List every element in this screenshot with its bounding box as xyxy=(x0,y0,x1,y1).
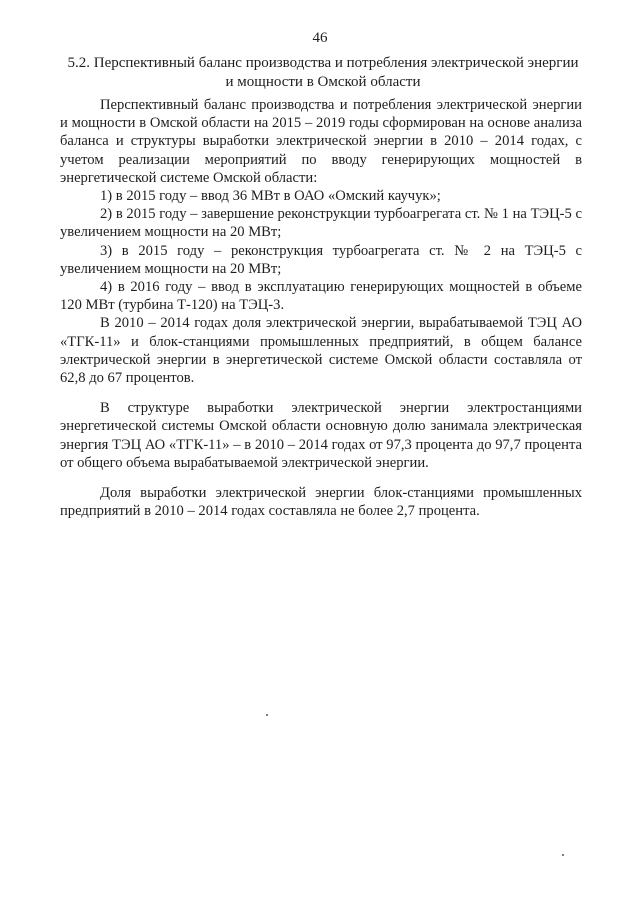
page-number: 46 xyxy=(312,30,328,46)
scan-speck xyxy=(266,714,268,716)
paragraph-intro: Перспективный баланс производства и потребления электрической энергии и мощности в Омской области на 2015 – 2019 годы сформирован на основе анализа баланса и структуры выработки электрической энергии в 2010 – 2014 годах, с учетом реализации мероприятий по вводу генерирующих мощностей в энергетической системе Омской области: xyxy=(60,97,582,186)
list-item-2: 2) в 2015 году – завершение реконструкции турбоагрегата ст. № 1 на ТЭЦ-5 с увеличением мощности на 20 МВт; xyxy=(60,206,582,241)
section-title xyxy=(58,54,588,92)
paragraph-share-tec: В 2010 – 2014 годах доля электрической энергии, вырабатываемой ТЭЦ АО «ТГК-11» и блок-станциями промышленных предприятий, в общем балансе электрической энергии в энергетической системе Омской области составляла от 62,8 до 67 процентов. xyxy=(60,315,582,387)
list-item-4: 4) в 2016 году – ввод в эксплуатацию генерирующих мощностей в объеме 120 МВт (турбина Т-120) на ТЭЦ-3. xyxy=(60,279,582,314)
scan-speck xyxy=(562,854,564,856)
paragraph-structure: В структуре выработки электрической энергии электростанциями энергетической системы Омской области основную долю занимала электрическая энергия ТЭЦ АО «ТГК-11» – в 2010 – 2014 годах от 97,3 процента до 97,7 процента от общего объема вырабатываемой электрической энергии. xyxy=(60,400,582,471)
list-item-3: 3) в 2015 году – реконструкция турбоагрегата ст. № 2 на ТЭЦ-5 с увеличением мощности на 20 МВт; xyxy=(60,242,582,277)
body-text xyxy=(60,96,582,520)
list-item-1: 1) в 2015 году – ввод 36 МВт в ОАО «Омский каучук»; xyxy=(100,188,441,205)
section-title-line-2: и мощности в Омской области xyxy=(225,74,421,90)
section-title-line-1: 5.2. Перспективный баланс производства и потребления электрической энергии xyxy=(67,55,579,71)
paragraph-block-stations: Доля выработки электрической энергии блок-станциями промышленных предприятий в 2010 – 2014 годах составляла не более 2,7 процента. xyxy=(60,485,582,520)
